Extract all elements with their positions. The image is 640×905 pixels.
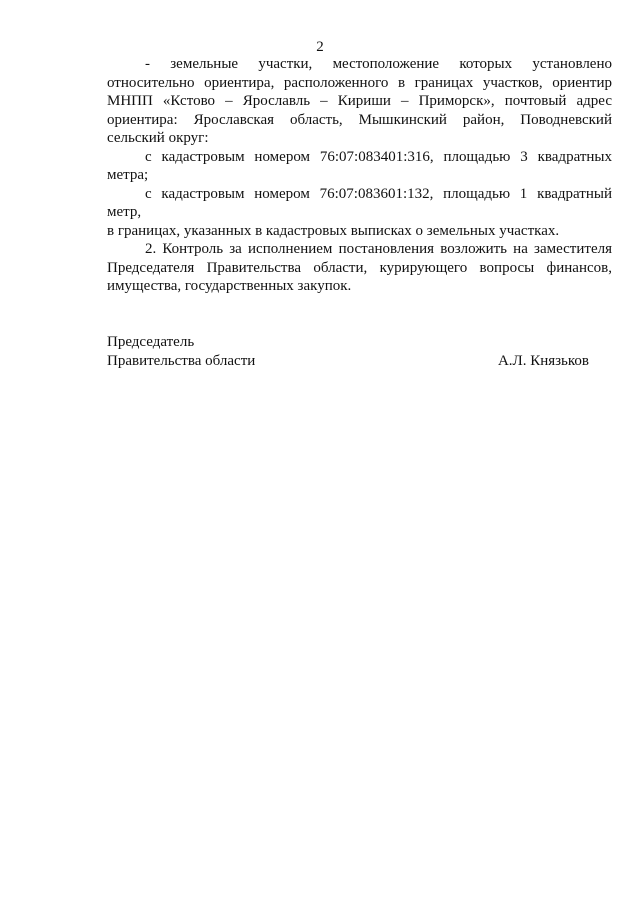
signature-block bbox=[107, 333, 589, 370]
paragraph-cadastral-316: с кадастровым номером 76:07:083401:316, площадью 3 квадратных метра; bbox=[107, 148, 612, 183]
signatory-name: А.Л. Князьков bbox=[497, 352, 589, 369]
paragraph-boundaries: в границах, указанных в кадастровых выписках о земельных участках. bbox=[107, 222, 560, 239]
signature-title-line2: Правительства области bbox=[107, 352, 256, 369]
paragraph-control: 2. Контроль за исполнением постановления возложить на заместителя Председателя Правительства области, курирующего вопросы финансов, имущества, государственных закупок. bbox=[107, 241, 612, 294]
paragraph-cadastral-132: с кадастровым номером 76:07:083601:132, площадью 1 квадратный метр, bbox=[107, 185, 612, 220]
paragraph-land-plots: - земельные участки, местоположение которых установлено относительно ориентира, расположенного в границах участков, ориентир МНПП «Кстово – Ярославль – Кириши – Приморск», почтовый адрес ориентира: Ярославская область, Мышкинский район, Поводневский сельский округ: bbox=[107, 56, 612, 146]
document-body bbox=[107, 55, 612, 296]
signature-title-line1: Председатель bbox=[107, 334, 195, 350]
signature-row bbox=[107, 352, 589, 371]
page-number: 2 bbox=[316, 39, 324, 55]
